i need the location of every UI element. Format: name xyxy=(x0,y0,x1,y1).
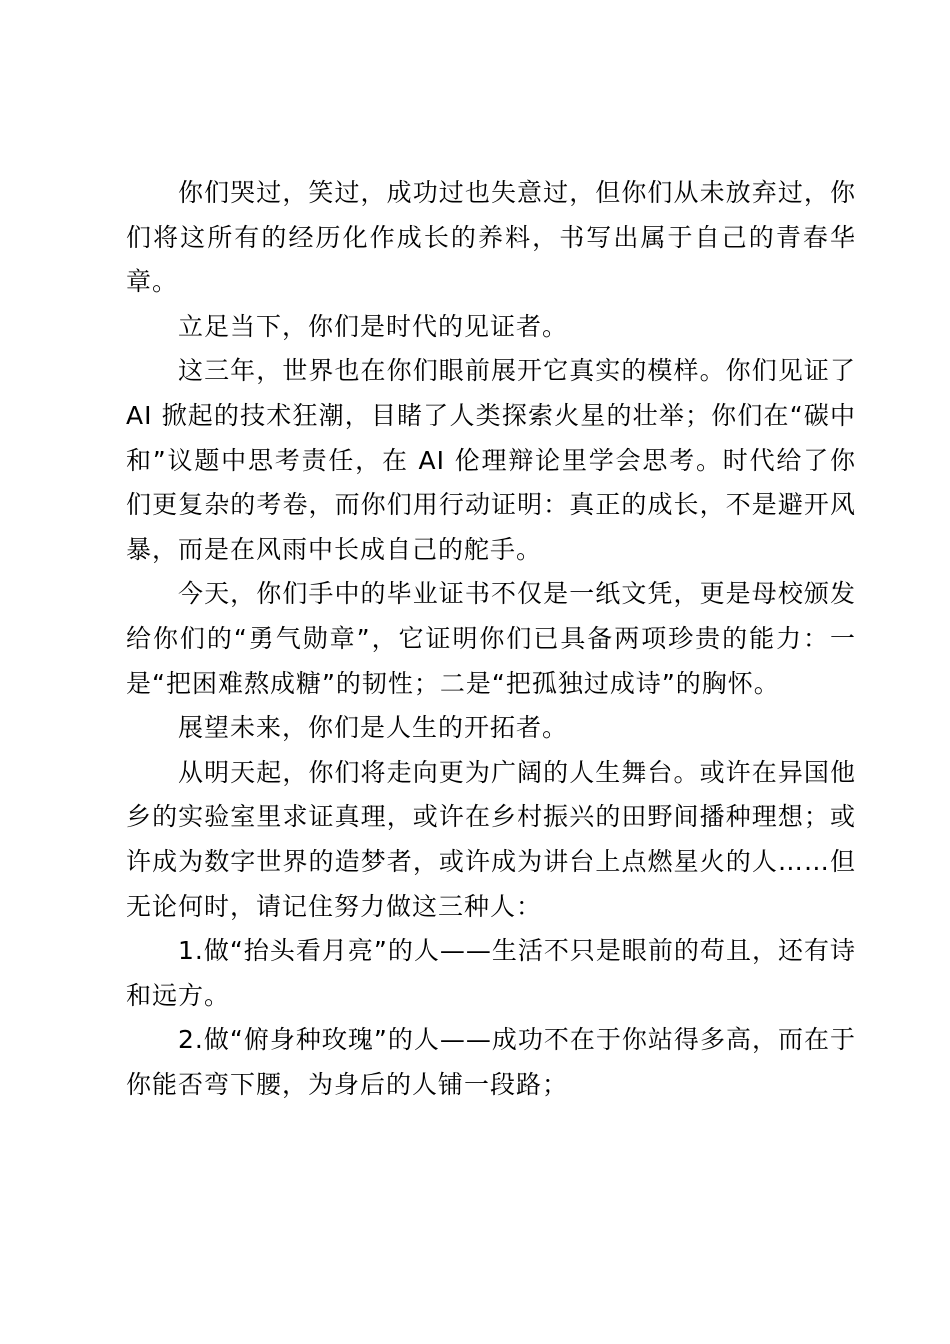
paragraph: 立足当下，你们是时代的见证者。 xyxy=(178,311,569,341)
list-item-paragraph: 1.做“抬头看月亮”的人——生活不只是眼前的苟且，还有诗和远方。 xyxy=(126,936,856,1010)
paragraph: 展望未来，你们是人生的开拓者。 xyxy=(178,713,569,743)
list-item-paragraph: 2.做“俯身种玫瑰”的人——成功不在于你站得多高，而在于你能否弯下腰，为身后的人铺一段路； xyxy=(126,1025,856,1099)
paragraph: 这三年，世界也在你们眼前展开它真实的模样。你们见证了 AI 掀起的技术狂潮，目睹了人类探索火星的壮举；你们在“碳中和”议题中思考责任，在 AI 伦理辩论里学会思考。时代给了你们更复杂的考卷，而你们用行动证明：真正的成长，不是避开风暴，而是在风雨中长成自己的舵手。 xyxy=(126,356,856,564)
paragraph: 从明天起，你们将走向更为广阔的人生舞台。或许在异国他乡的实验室里求证真理，或许在乡村振兴的田野间播种理想；或许成为数字世界的造梦者，或许成为讲台上点燃星火的人……但无论何时，请记住努力做这三种人： xyxy=(126,757,856,921)
paragraph: 你们哭过，笑过，成功过也失意过，但你们从未放弃过，你们将这所有的经历化作成长的养料，书写出属于自己的青春华章。 xyxy=(126,178,856,297)
document-body xyxy=(126,171,856,1107)
paragraph: 今天，你们手中的毕业证书不仅是一纸文凭，更是母校颁发给你们的“勇气勋章”，它证明你们已具备两项珍贵的能力：一是“把困难熬成糖”的韧性；二是“把孤独过成诗”的胸怀。 xyxy=(126,579,856,698)
